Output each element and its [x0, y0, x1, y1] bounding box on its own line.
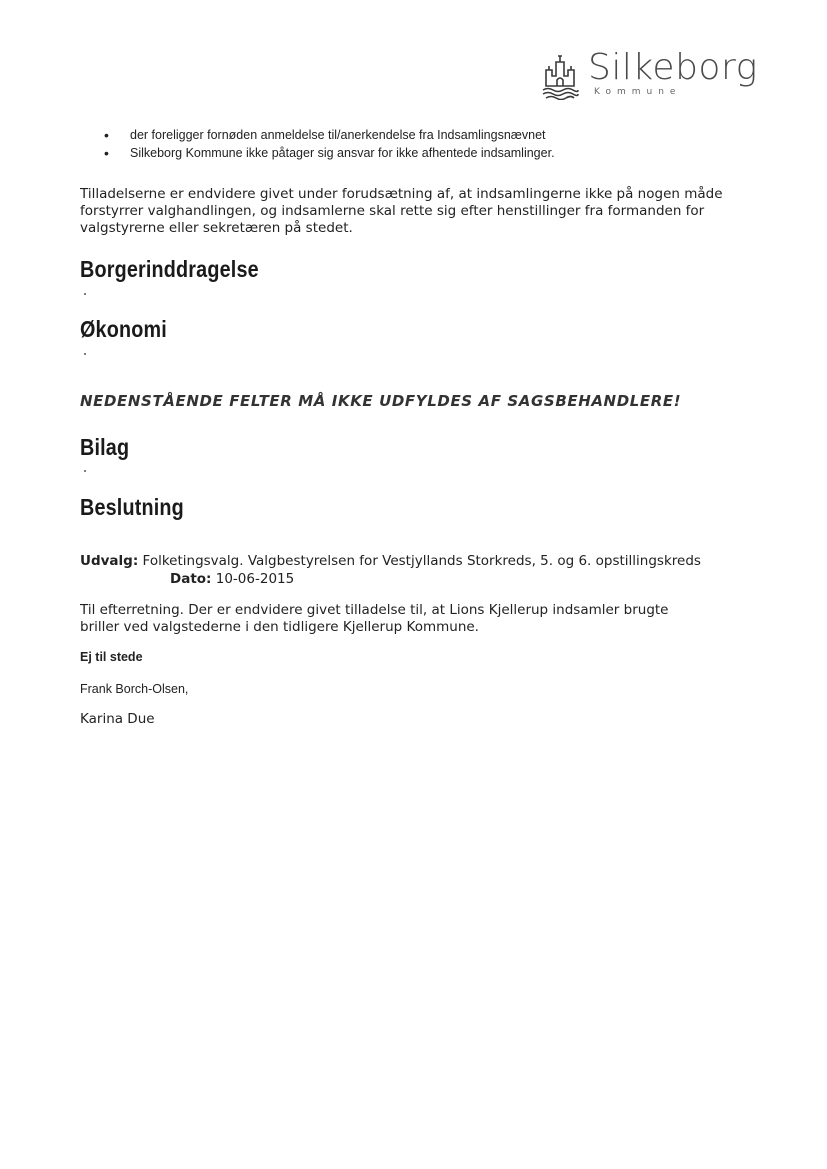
paragraph-line: Tilladelserne er endvidere givet under forudsætning af, at indsamlingerne ikke på nogen måde — [80, 186, 723, 202]
dato-line — [170, 570, 294, 588]
logo-wordmark: Silkeborg — [588, 47, 758, 88]
list-item: • Silkeborg Kommune ikke påtager sig ansvar for ikke afhentede indsamlinger. — [104, 145, 555, 161]
empty-marker — [84, 353, 86, 355]
udvalg-line — [80, 552, 701, 570]
castle-emblem-icon — [540, 52, 580, 100]
udvalg-value: Folketingsvalg. Valgbestyrelsen for Vestjyllands Storkreds, 5. og 6. opstillingskreds — [142, 553, 701, 569]
heading-borgerinddragelse: Borgerinddragelse — [80, 256, 259, 282]
decision-text — [80, 602, 760, 636]
logo-subtitle: Kommune — [594, 87, 682, 97]
heading-okonomi: Økonomi — [80, 316, 167, 342]
udvalg-label: Udvalg: — [80, 553, 139, 569]
heading-bilag: Bilag — [80, 434, 130, 460]
absent-member: Frank Borch-Olsen, — [80, 682, 189, 696]
absent-member: Karina Due — [80, 711, 155, 727]
dato-label: Dato: — [170, 571, 212, 587]
paragraph-line: Til efterretning. Der er endvidere givet tilladelse til, at Lions Kjellerup indsamler brugte — [80, 602, 669, 618]
intro-paragraph — [80, 186, 760, 237]
dato-value: 10-06-2015 — [215, 571, 295, 587]
silkeborg-logo — [540, 48, 760, 104]
paragraph-line: valgstyrerne eller sekretæren på stedet. — [80, 220, 353, 236]
empty-marker — [84, 470, 86, 472]
paragraph-line: forstyrrer valghandlingen, og indsamlerne skal rette sig efter henstillinger fra formanden for — [80, 203, 705, 219]
notice-text: NEDENSTÅENDE FELTER MÅ IKKE UDFYLDES AF SAGSBEHANDLERE! — [80, 392, 682, 410]
absent-heading: Ej til stede — [80, 650, 143, 664]
conditions-list — [104, 126, 555, 162]
heading-beslutning: Beslutning — [80, 494, 184, 520]
paragraph-line: briller ved valgstederne i den tidligere Kjellerup Kommune. — [80, 619, 479, 635]
list-item: • der foreligger fornøden anmeldelse til/anerkendelse fra Indsamlingsnævnet — [104, 127, 546, 143]
empty-marker — [84, 293, 86, 295]
